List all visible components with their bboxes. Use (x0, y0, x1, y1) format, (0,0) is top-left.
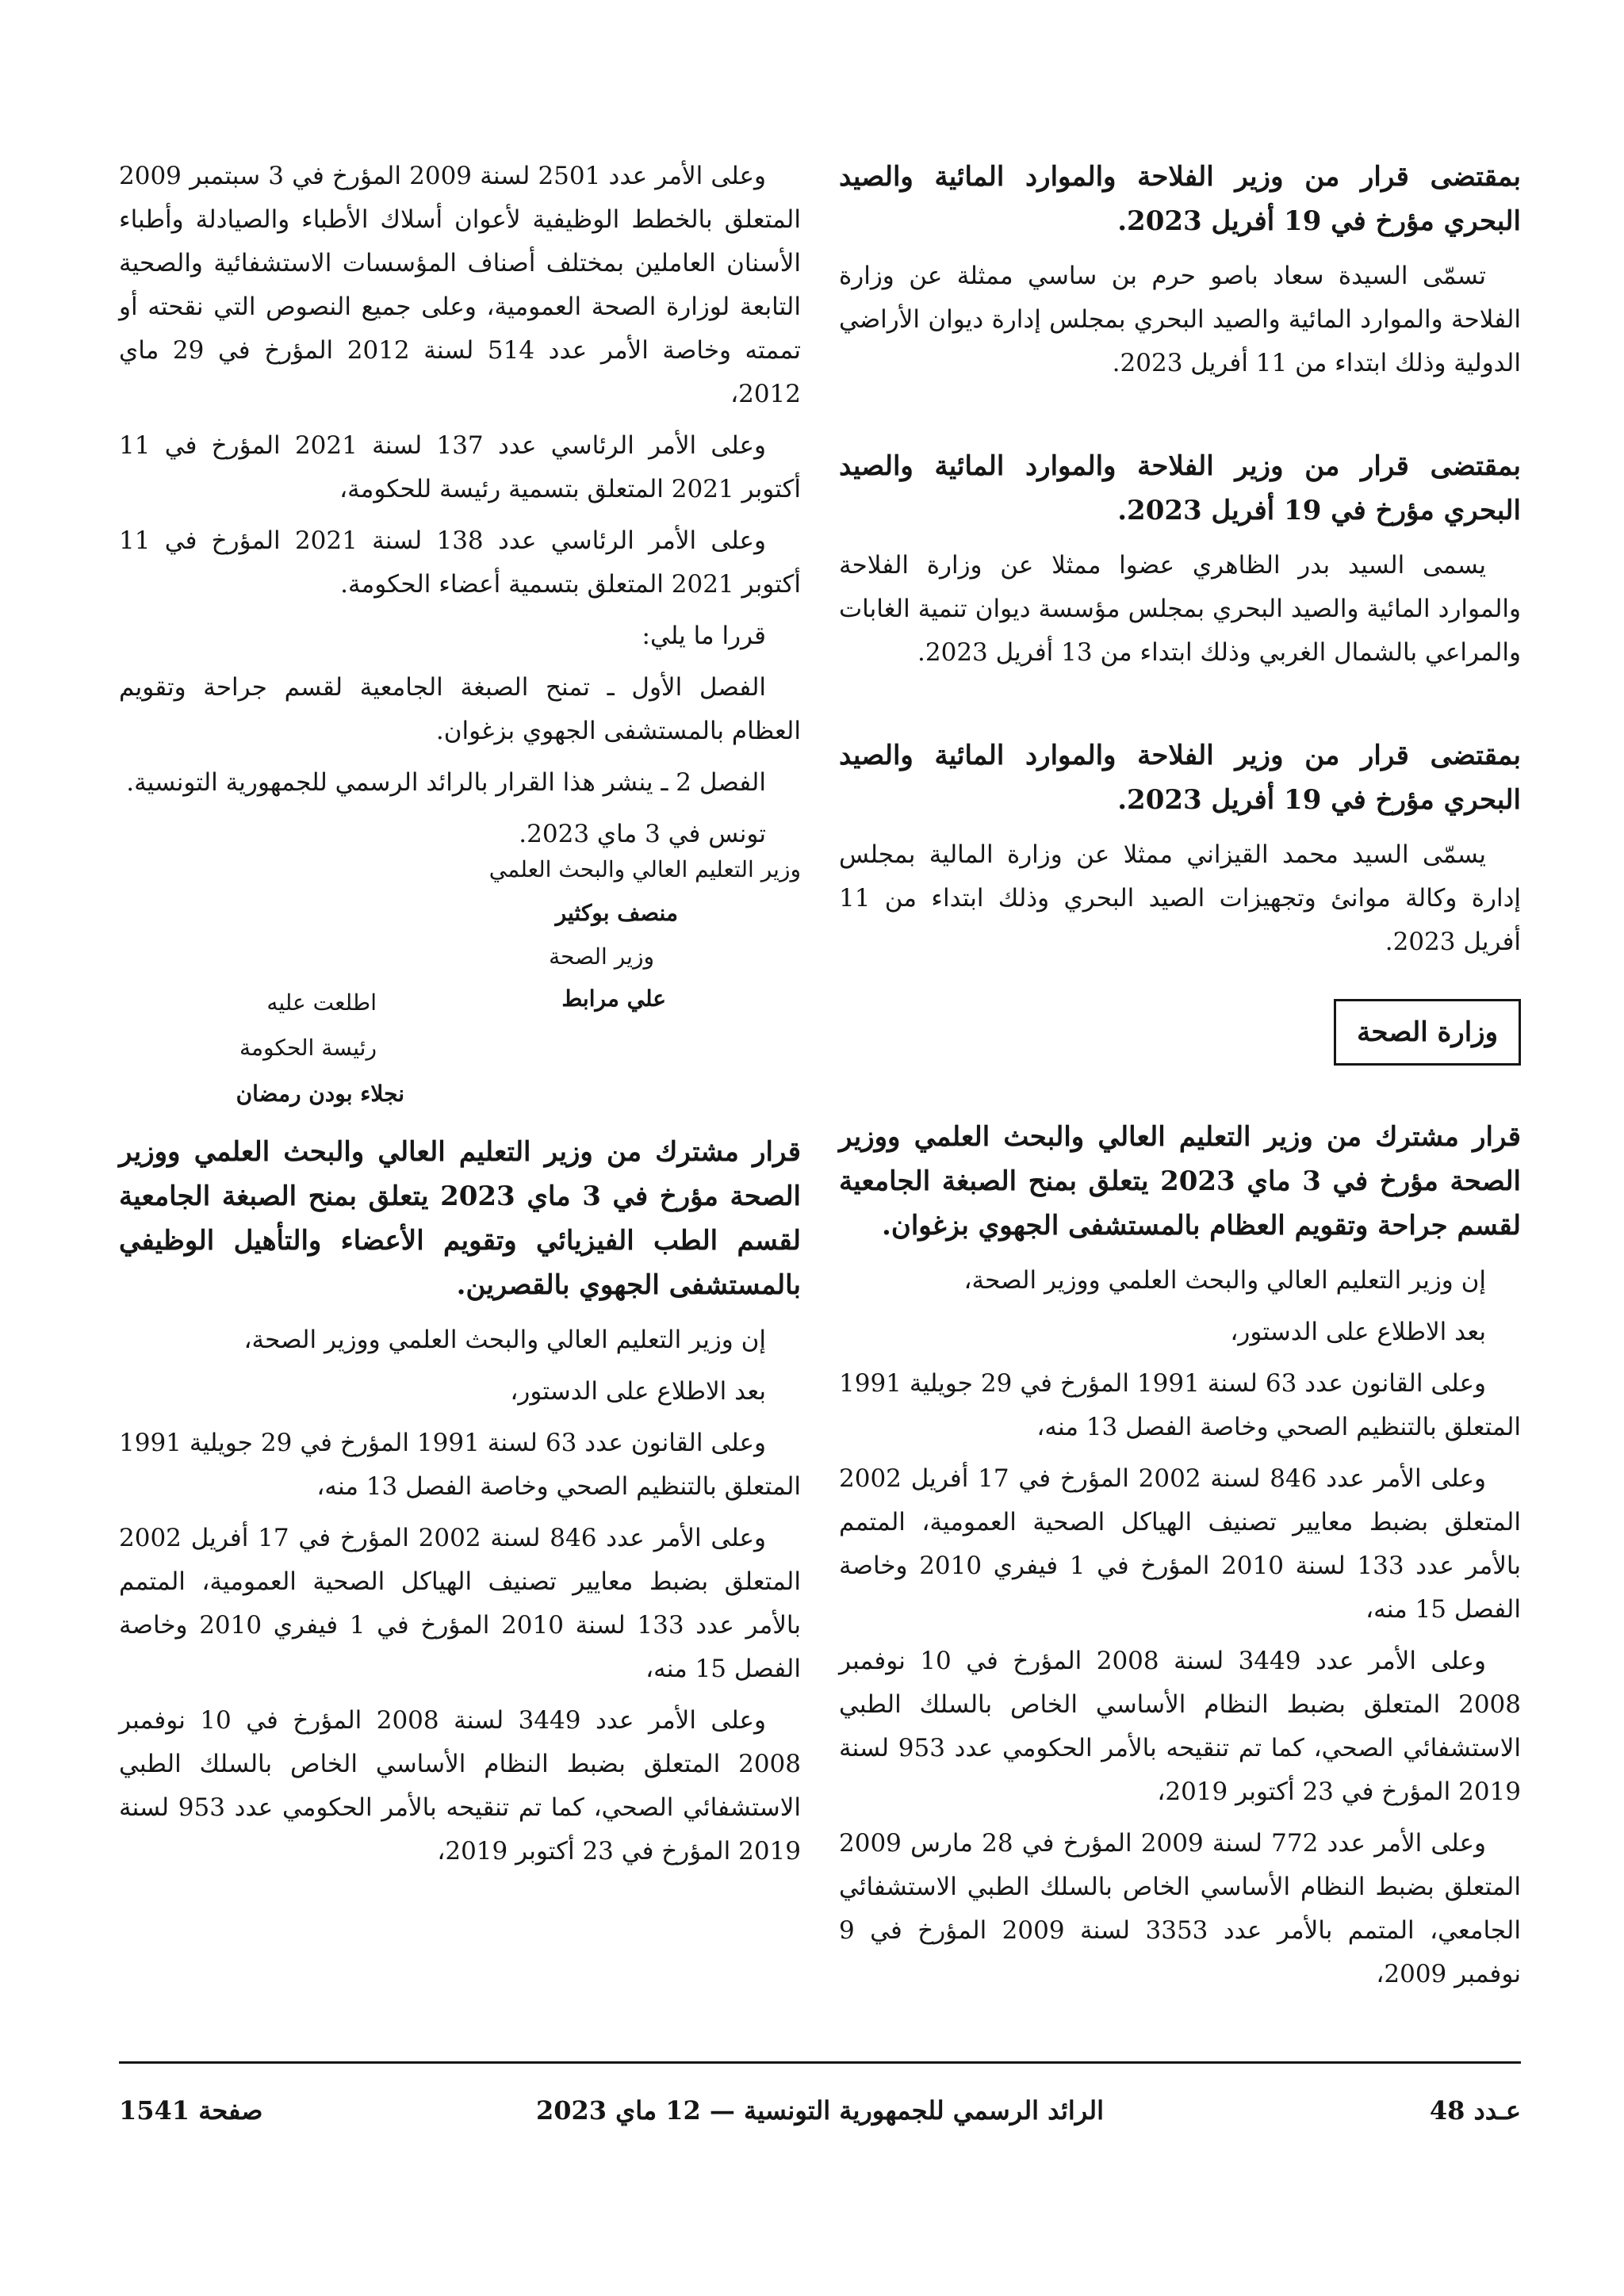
signatory-name: منصف بوكثير (555, 900, 678, 926)
preamble-paragraph: وعلى الأمر عدد 772 لسنة 2009 المؤرخ في 28 مارس 2009 المتعلق بضبط النظام الأساسي الخاص بالسلك الطبي الاستشفائي الجامعي، المتمم بالأمر عدد 3353 لسنة 2009 المؤرخ في 9 نوفمبر 2009، (839, 1829, 1521, 1988)
preamble-paragraph: وعلى الأمر الرئاسي عدد 138 لسنة 2021 المؤرخ في 11 أكتوبر 2021 المتعلق بتسمية أعضاء الحكومة. (119, 526, 801, 599)
decision-clause: قررا ما يلي: (642, 622, 766, 650)
signatory-title: وزير الصحة (549, 943, 654, 970)
preamble-paragraph: وعلى القانون عدد 63 لسنة 1991 المؤرخ في 29 جويلية 1991 المتعلق بالتنظيم الصحي وخاصة الفصل 13 منه، (839, 1369, 1521, 1441)
preamble-paragraph: وعلى الأمر عدد 2501 لسنة 2009 المؤرخ في 3 سبتمبر 2009 المتعلق بالخطط الوظيفية لأعوان أسلاك الأطباء والصيادلة وأطباء الأسنان العاملين بمختلف أصناف المؤسسات الاستشفائية والصحية التابعة لوزارة الصحة العمومية، وعلى جميع النصوص التي نقحته أو تممته وخاصة الأمر عدد 514 لسنة 2012 المؤرخ في 29 ماي 2012، (119, 162, 801, 408)
signatory-title: رئيسة الحكومة (239, 1035, 377, 1061)
preamble-paragraph: وعلى القانون عدد 63 لسنة 1991 المؤرخ في 29 جويلية 1991 المتعلق بالتنظيم الصحي وخاصة الفصل 13 منه، (119, 1429, 801, 1501)
date-line: تونس في 3 ماي 2023. (519, 820, 766, 848)
joint-decision-title: قرار مشترك من وزير التعليم العالي والبحث العلمي ووزير الصحة مؤرخ في 3 ماي 2023 يتعلق بمنح الصبغة الجامعية لقسم الطب الفيزيائي وتقويم الأعضاء والتأهيل الوظيفي بالمستشفى الجهوي بالقصرين. (119, 1136, 802, 1301)
preamble-paragraph: إن وزير التعليم العالي والبحث العلمي ووزير الصحة، (963, 1266, 1486, 1295)
ministry-heading: وزارة الصحة (1334, 999, 1521, 1066)
preamble-paragraph: إن وزير التعليم العالي والبحث العلمي ووزير الصحة، (243, 1326, 766, 1354)
preamble-paragraph: وعلى الأمر عدد 846 لسنة 2002 المؤرخ في 17 أفريل 2002 المتعلق بضبط معايير تصنيف الهياكل الصحية العمومية، المتمم بالأمر عدد 133 لسنة 2010 المؤرخ في 1 فيفري 2010 وخاصة الفصل 15 منه، (119, 1524, 801, 1683)
left-column (119, 155, 801, 1881)
joint-decision-title: قرار مشترك من وزير التعليم العالي والبحث العلمي ووزير الصحة مؤرخ في 3 ماي 2023 يتعلق بمنح الصبغة الجامعية لقسم جراحة وتقويم العظام بالمستشفى الجهوي بزغوان. (839, 1121, 1522, 1242)
preamble-paragraph: وعلى الأمر الرئاسي عدد 137 لسنة 2021 المؤرخ في 11 أكتوبر 2021 المتعلق بتسمية رئيسة للحكومة، (119, 431, 801, 503)
decision-body: يسمّى السيد محمد القيزاني ممثلا عن وزارة المالية بمجلس إدارة وكالة موانئ وتجهيزات الصيد البحري وذلك ابتداء من 11 أفريل 2023. (839, 840, 1521, 956)
signatory-title: وزير التعليم العالي والبحث العلمي (488, 856, 801, 882)
page-footer (119, 2061, 1521, 2126)
section-gap (839, 683, 1521, 733)
preamble-paragraph: بعد الاطلاع على الدستور، (1230, 1318, 1486, 1346)
decision-title: بمقتضى قرار من وزير الفلاحة والموارد المائية والصيد البحري مؤرخ في 19 أفريل 2023. (839, 161, 1521, 237)
signatory-name: نجلاء بودن رمضان (236, 1081, 404, 1107)
gazette-title-date: الرائد الرسمي للجمهورية التونسية — 12 ماي 2023 (535, 2095, 1105, 2126)
article-paragraph: الفصل الأول ـ تمنح الصبغة الجامعية لقسم جراحة وتقويم العظام بالمستشفى الجهوي بزغوان. (119, 673, 801, 745)
decision-body: تسمّى السيدة سعاد باصو حرم بن ساسي ممثلة عن وزارة الفلاحة والموارد المائية والصيد البحري بمجلس إدارة ديوان الأراضي الدولية وذلك ابتداء من 11 أفريل 2023. (839, 262, 1521, 377)
article-paragraph: الفصل 2 ـ ينشر هذا القرار بالرائد الرسمي للجمهورية التونسية. (126, 768, 766, 797)
signatory-name: علي مرابط (561, 985, 666, 1012)
issue-number: عـدد 48 (1429, 2095, 1521, 2126)
preamble-paragraph: وعلى الأمر عدد 3449 لسنة 2008 المؤرخ في 10 نوفمبر 2008 المتعلق بضبط النظام الأساسي الخاص بالسلك الطبي الاستشفائي الصحي، كما تم تنقيحه بالأمر الحكومي عدد 953 لسنة 2019 المؤرخ في 23 أكتوبر 2019، (839, 1647, 1521, 1806)
page-number: صفحة 1541 (119, 2095, 263, 2126)
preamble-paragraph: وعلى الأمر عدد 3449 لسنة 2008 المؤرخ في 10 نوفمبر 2008 المتعلق بضبط النظام الأساسي الخاص بالسلك الطبي الاستشفائي الصحي، كما تم تنقيحه بالأمر الحكومي عدد 953 لسنة 2019 المؤرخ في 23 أكتوبر 2019، (119, 1706, 801, 1866)
signature-block (119, 856, 801, 1130)
preamble-paragraph: بعد الاطلاع على الدستور، (510, 1377, 766, 1406)
decision-title: بمقتضى قرار من وزير الفلاحة والموارد المائية والصيد البحري مؤرخ في 19 أفريل 2023. (839, 740, 1521, 816)
right-column (839, 155, 1521, 2004)
section-gap (839, 393, 1521, 444)
decision-title: بمقتضى قرار من وزير الفلاحة والموارد المائية والصيد البحري مؤرخ في 19 أفريل 2023. (839, 450, 1521, 526)
decision-body: يسمى السيد بدر الظاهري عضوا ممثلا عن وزارة الفلاحة والموارد المائية والصيد البحري بمجلس مؤسسة ديوان تنمية الغابات والمراعي بالشمال الغربي وذلك ابتداء من 13 أفريل 2023. (839, 551, 1521, 667)
seen-by-label: اطلعت عليه (266, 989, 377, 1016)
preamble-paragraph: وعلى الأمر عدد 846 لسنة 2002 المؤرخ في 17 أفريل 2002 المتعلق بضبط معايير تصنيف الهياكل الصحية العمومية، المتمم بالأمر عدد 133 لسنة 2010 المؤرخ في 1 فيفري 2010 وخاصة الفصل 15 منه، (839, 1464, 1521, 1624)
